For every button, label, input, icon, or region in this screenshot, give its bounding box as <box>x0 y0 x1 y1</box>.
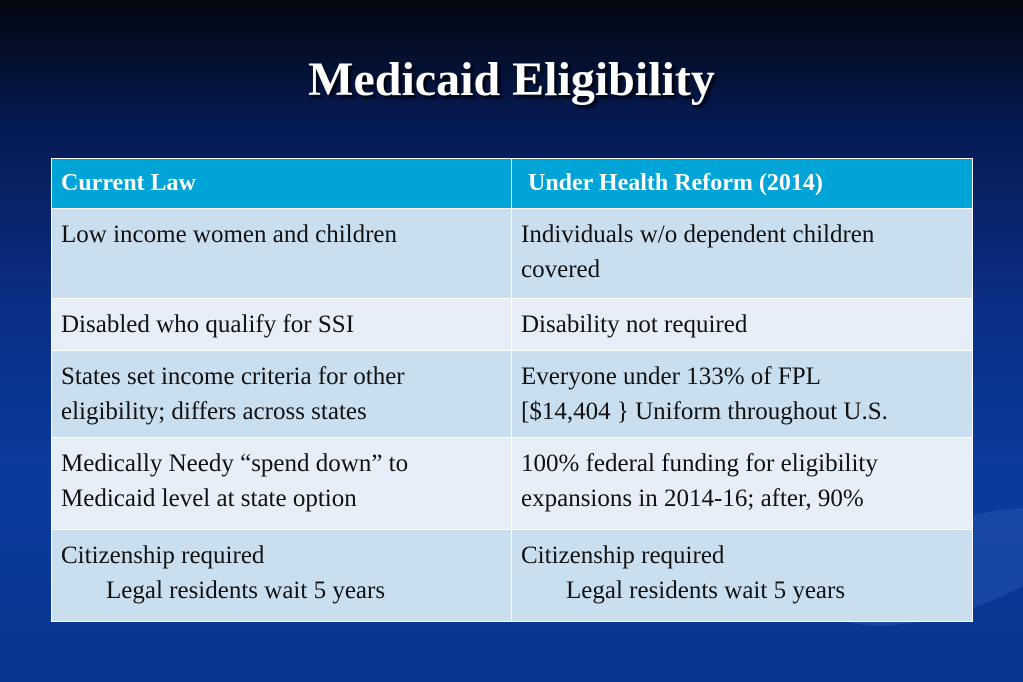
cell-current-law <box>52 530 512 622</box>
cell-current-law <box>52 209 512 299</box>
cell-text: Low income women and children <box>61 221 398 248</box>
eligibility-table <box>51 158 973 622</box>
cell-text: [$14,404 } Uniform throughout U.S. <box>521 398 888 425</box>
table-row <box>52 530 973 622</box>
slide-title: Medicaid Eligibility <box>308 53 715 106</box>
cell-current-law <box>52 351 512 438</box>
cell-current-law <box>52 438 512 530</box>
cell-text: Citizenship required <box>61 542 265 569</box>
table-row <box>52 351 973 438</box>
header-current-law: Current Law <box>52 159 512 209</box>
table-row <box>52 209 973 299</box>
cell-text: Disability not required <box>521 311 748 338</box>
cell-text: eligibility; differs across states <box>61 398 367 425</box>
table-row <box>52 299 973 351</box>
cell-subtext: Legal residents wait 5 years <box>106 577 386 604</box>
table-row <box>52 438 973 530</box>
cell-text: Everyone under 133% of FPL <box>521 363 821 390</box>
cell-text: Individuals w/o dependent children <box>521 221 875 248</box>
cell-text: Disabled who qualify for SSI <box>61 311 355 338</box>
cell-text: 100% federal funding for eligibility <box>521 450 878 477</box>
cell-current-law <box>52 299 512 351</box>
cell-text: States set income criteria for other <box>61 363 405 390</box>
header-health-reform: Under Health Reform (2014) <box>512 159 973 209</box>
cell-health-reform <box>512 438 973 530</box>
cell-health-reform <box>512 209 973 299</box>
cell-text: expansions in 2014-16; after, 90% <box>521 485 864 512</box>
cell-text: covered <box>521 256 601 283</box>
cell-health-reform <box>512 299 973 351</box>
table-header-row <box>52 159 973 209</box>
cell-health-reform <box>512 530 973 622</box>
cell-text: Medically Needy “spend down” to <box>61 450 409 477</box>
cell-subtext: Legal residents wait 5 years <box>566 577 846 604</box>
cell-text: Medicaid level at state option <box>61 485 357 512</box>
cell-health-reform <box>512 351 973 438</box>
cell-text: Citizenship required <box>521 542 725 569</box>
